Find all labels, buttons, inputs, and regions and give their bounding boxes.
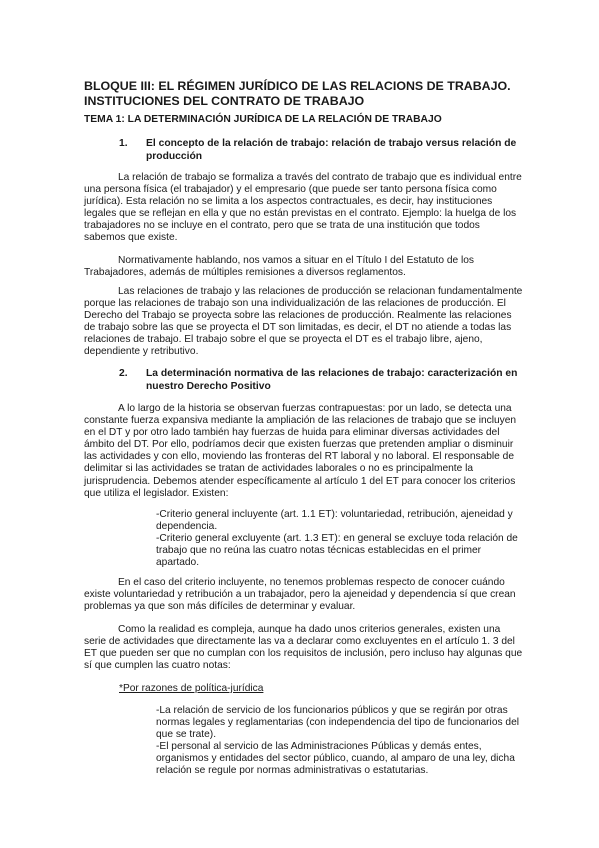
paragraph: A lo largo de la historia se observan fuerzas contrapuestas: por un lado, se detecta una constante fuerza expansiva mediante la ampliación de las relaciones de trabajo que se incluyen en el DT y por otro lado también hay fuerzas de huida para eliminar diversas actividades del ámbito del DT. Por ello, podríamos decir que existen fuerzas que pretenden ampliar o disminuir las actividades y con ello, moviendo las fronteras del RT laboral y no laboral. El responsable de delimitar si las actividades se tratan de actividades laborales o no es principalmente la jurisprudencia. Debemos atender específicamente al artículo 1 del ET para conocer los criterios que utiliza el legislador. Existen: xyxy=(84,403,517,499)
paragraph: Normativamente hablando, nos vamos a situar en el Título I del Estatuto de los Trabajadores, además de múltiples remisiones a diversos reglamentos. xyxy=(84,255,475,279)
section-heading-2 xyxy=(119,367,526,393)
section-number: 1. xyxy=(119,138,128,149)
criterio-item: -Criterio general excluyente (art. 1.3 ET): en general se excluye toda relación de trabajo que no reúna las cuatro notas técnicas establecidas en el primer apartado. xyxy=(156,533,518,569)
paragraph: Como la realidad es compleja, aunque ha dado unos criterios generales, existen una serie de actividades que directamente las va a declarar como excluyentes en el artículo 1. 3 del ET que pueden ser que no cumplan con los requisitos de inclusión, pero incluso hay algunas que sí que cumplen las cuatro notas: xyxy=(84,624,523,672)
razon-item: -La relación de servicio de los funcionarios públicos y que se regirán por otras normas legales y reglamentarias (con independencia del tipo de funcionarios del que se trate). xyxy=(156,705,520,741)
paragraph: La relación de trabajo se formaliza a través del contrato de trabajo que es individual entre una persona física (el trabajador) y el empresario (que puede ser tanto persona física como jurídica). Esta relación no se limita a los aspectos contractuales, es decir, hay instituciones legales que se reflejan en ella y que no están previstas en el contrato. Ejemplo: la huelga de los trabajadores no se incluye en el contrato, pero que se trata de una institución que todos sabemos que existe. xyxy=(84,172,522,244)
razon-item: -El personal al servicio de las Administraciones Públicas y demás entes, organismos y entidades del sector público, cuando, al amparo de una ley, dicha relación se regule por normas administrativas o estatutarias. xyxy=(156,741,515,777)
section-number: 2. xyxy=(119,368,128,379)
criterio-item: -Criterio general incluyente (art. 1.1 ET): voluntariedad, retribución, ajeneidad y dependencia. xyxy=(156,509,513,533)
tema-heading: TEMA 1: LA DETERMINACIÓN JURÍDICA DE LA RELACIÓN DE TRABAJO xyxy=(84,114,442,125)
paragraph: Las relaciones de trabajo y las relaciones de producción se relacionan fundamentalmente porque las relaciones de trabajo son una individualización de las relaciones de producción. El Derecho del Trabajo se proyecta sobre las relaciones de producción. Realmente las relaciones de trabajo sobre las que se proyecta el DT son limitadas, es decir, el DT no atiende a todas las relaciones de trabajo. El trabajo sobre el que se proyecta el DT es el trabajo libre, ajeno, dependiente y retributivo. xyxy=(84,286,523,358)
section-title: La determinación normativa de las relaciones de trabajo: caracterización en nuestro Derecho Positivo xyxy=(146,368,518,392)
section-title: El concepto de la relación de trabajo: relación de trabajo versus relación de producción xyxy=(146,138,517,162)
section-heading-1 xyxy=(119,137,526,163)
document-title: BLOQUE III: EL RÉGIMEN JURÍDICO DE LAS RELACIONS DE TRABAJO. INSTITUCIONES DEL CONTRATO DE TRABAJO xyxy=(84,79,511,108)
paragraph: En el caso del criterio incluyente, no tenemos problemas respecto de conocer cuándo existe voluntariedad y retribución a un trabajador, pero la ajeneidad y dependencia sí que crean problemas ya que son más difíciles de determinar y evaluar. xyxy=(84,577,516,613)
subheading: *Por razones de política-jurídica xyxy=(119,683,264,694)
